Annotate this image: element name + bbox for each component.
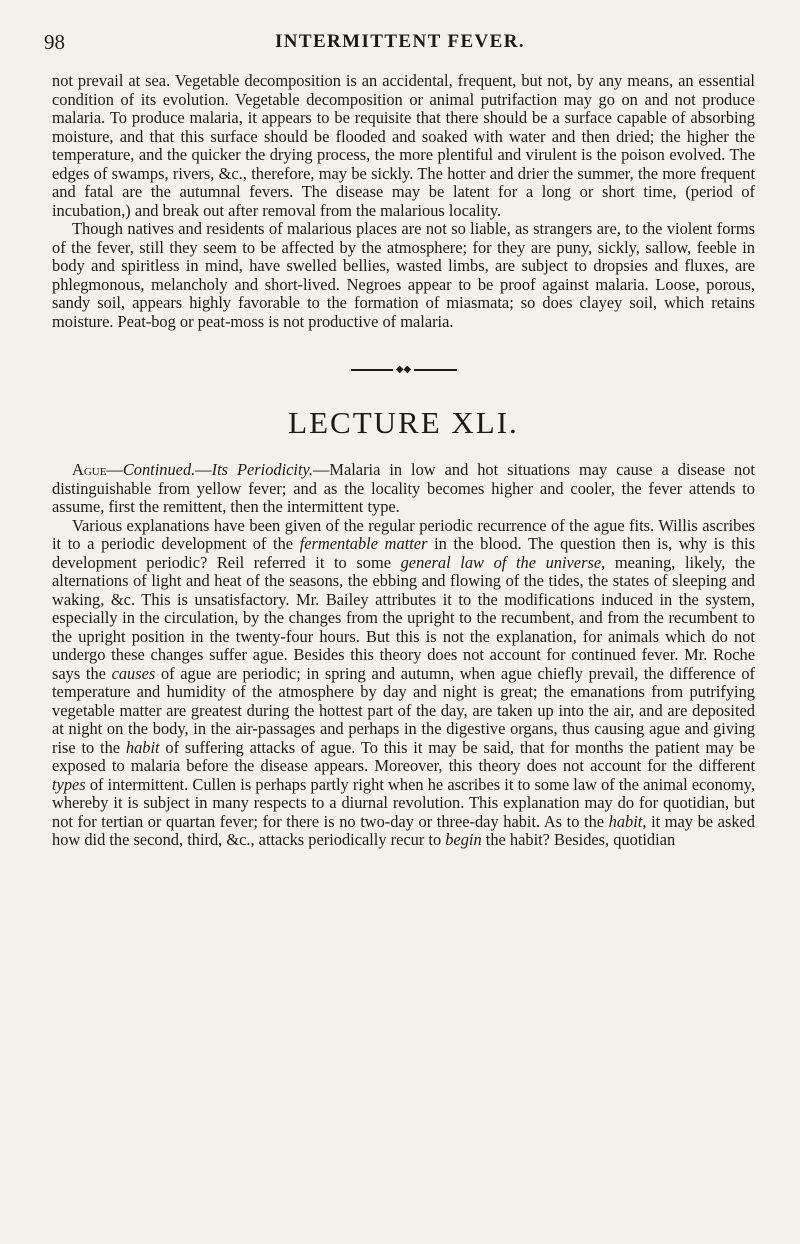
paragraph-4	[52, 517, 755, 850]
lecture-title: LECTURE XLI.	[288, 405, 519, 440]
divider-rule-right	[414, 369, 456, 370]
text-run: Various explanations have been given of the regular periodic recurrence of the ague fits. Willis ascribes it to a periodic development of the	[52, 515, 755, 553]
divider-ornament-icon: ◆◆	[395, 364, 412, 375]
dash: —	[195, 460, 212, 479]
text-run: , meaning, likely, the alternations of light and heat of the seasons, the ebbing and flowing of the tides, the states of sleeping and waking, &c. This is unsatisfactory. Mr. Bailey attributes it to the modifications induced in the system, especially in the circulation, by the changes from the upright to the recumbent, and from the recumbent to the upright position in the twenty-four hours. But this is not the explanation, for animals which do not undergo these changes suffer ague. Besides this theory does not account for continued fever. Mr. Roche says the	[52, 552, 755, 683]
paragraph-text: —Malaria in low and hot situations may cause a disease not distinguishable from yellow fever; and as the locality becomes higher and cooler, the fever attends to assume, first the remittent, then the intermittent type.	[52, 460, 755, 516]
divider-rule-left	[351, 369, 393, 370]
page-header	[44, 30, 756, 56]
paragraph-2: Though natives and residents of malarious places are not so liable, as strangers are, to the violent forms of the fever, still they seem to be affected by the atmosphere; for they are puny, sickly, sallow, feeble in body and spiritless in mind, have swelled bellies, wasted limbs, are subject to dropsies and fluxes, are phlegmonous, melancholy and short-lived. Negroes appear to be proof against malaria. Loose, porous, sandy soil, appears highly favorable to the formation of miasmata; so does clayey soil, which retains moisture. Peat-bog or peat-moss is not productive of malaria.	[52, 219, 755, 331]
italic-term: begin	[445, 830, 482, 849]
section-subject: Its Periodicity.	[211, 460, 313, 479]
paragraph-3	[52, 461, 755, 517]
text-run: of suffering attacks of ague. To this it may be said, that for months the patient may be exposed to malaria before the disease appears. Moreover, this theory does not account for the different	[52, 737, 756, 775]
italic-term: habit	[125, 737, 160, 757]
page-body	[52, 72, 755, 850]
text-run: of ague are periodic; in spring and autumn, when ague chiefly prevail, the difference of temperature and humidity of the atmosphere by day and night is great; the emanations from putrifying vegetable matter are greatest during the hottest part of the day, are taken up into the air, and are deposited at night on the body, in the air-passages and perhaps in the digestive organs, thus causing ague and giving rise to the	[52, 663, 755, 757]
italic-term: general law of the universe	[400, 552, 602, 572]
paragraph-1: not prevail at sea. Vegetable decomposition is an accidental, frequent, but not, by any means, an essential condition of its evolution. Vegetable decomposition or animal putrifaction may go on and not produce malaria. To produce malaria, it appears to be requisite that there should be a surface capable of absorbing moisture, and that this surface should be flooded and soaked with water and then dried; the higher the temperature, and the quicker the drying process, the more plentiful and virulent is the poison evolved. The edges of swamps, rivers, &c., therefore, may be sickly. The hotter and drier the summer, the more frequent and fatal are the autumnal fevers. The disease may be latent for a long or short time, (period of incubation,) and break out after removal from the malarious locality.	[52, 71, 755, 220]
text-run: the habit? Besides, quotidian	[481, 830, 676, 849]
text-run: in the blood. The question then is, why is this development periodic? Reil referred it to some	[52, 534, 755, 572]
lead-word: Ague	[72, 460, 107, 479]
dash: —	[106, 460, 123, 479]
text-run: of intermittent. Cullen is perhaps partly right when he ascribes it to some law of the animal economy, whereby it is subject in many respects to a diurnal revolution. This explanation may do for quotidian, but not for tertian or quartan fever; for there is no two-day or three-day habit. As to the	[52, 774, 755, 831]
section-divider	[351, 365, 457, 375]
continued-label: Continued.	[122, 460, 196, 479]
running-title: INTERMITTENT FEVER.	[274, 31, 526, 52]
text-run: , it may be asked how did the second, third, &c., attacks periodically recur to	[52, 811, 755, 849]
page-number: 98	[44, 30, 65, 54]
italic-term: habit	[608, 811, 643, 831]
italic-term: causes	[111, 663, 156, 683]
italic-term: fermentable matter	[299, 534, 428, 553]
italic-term: types	[52, 774, 86, 794]
